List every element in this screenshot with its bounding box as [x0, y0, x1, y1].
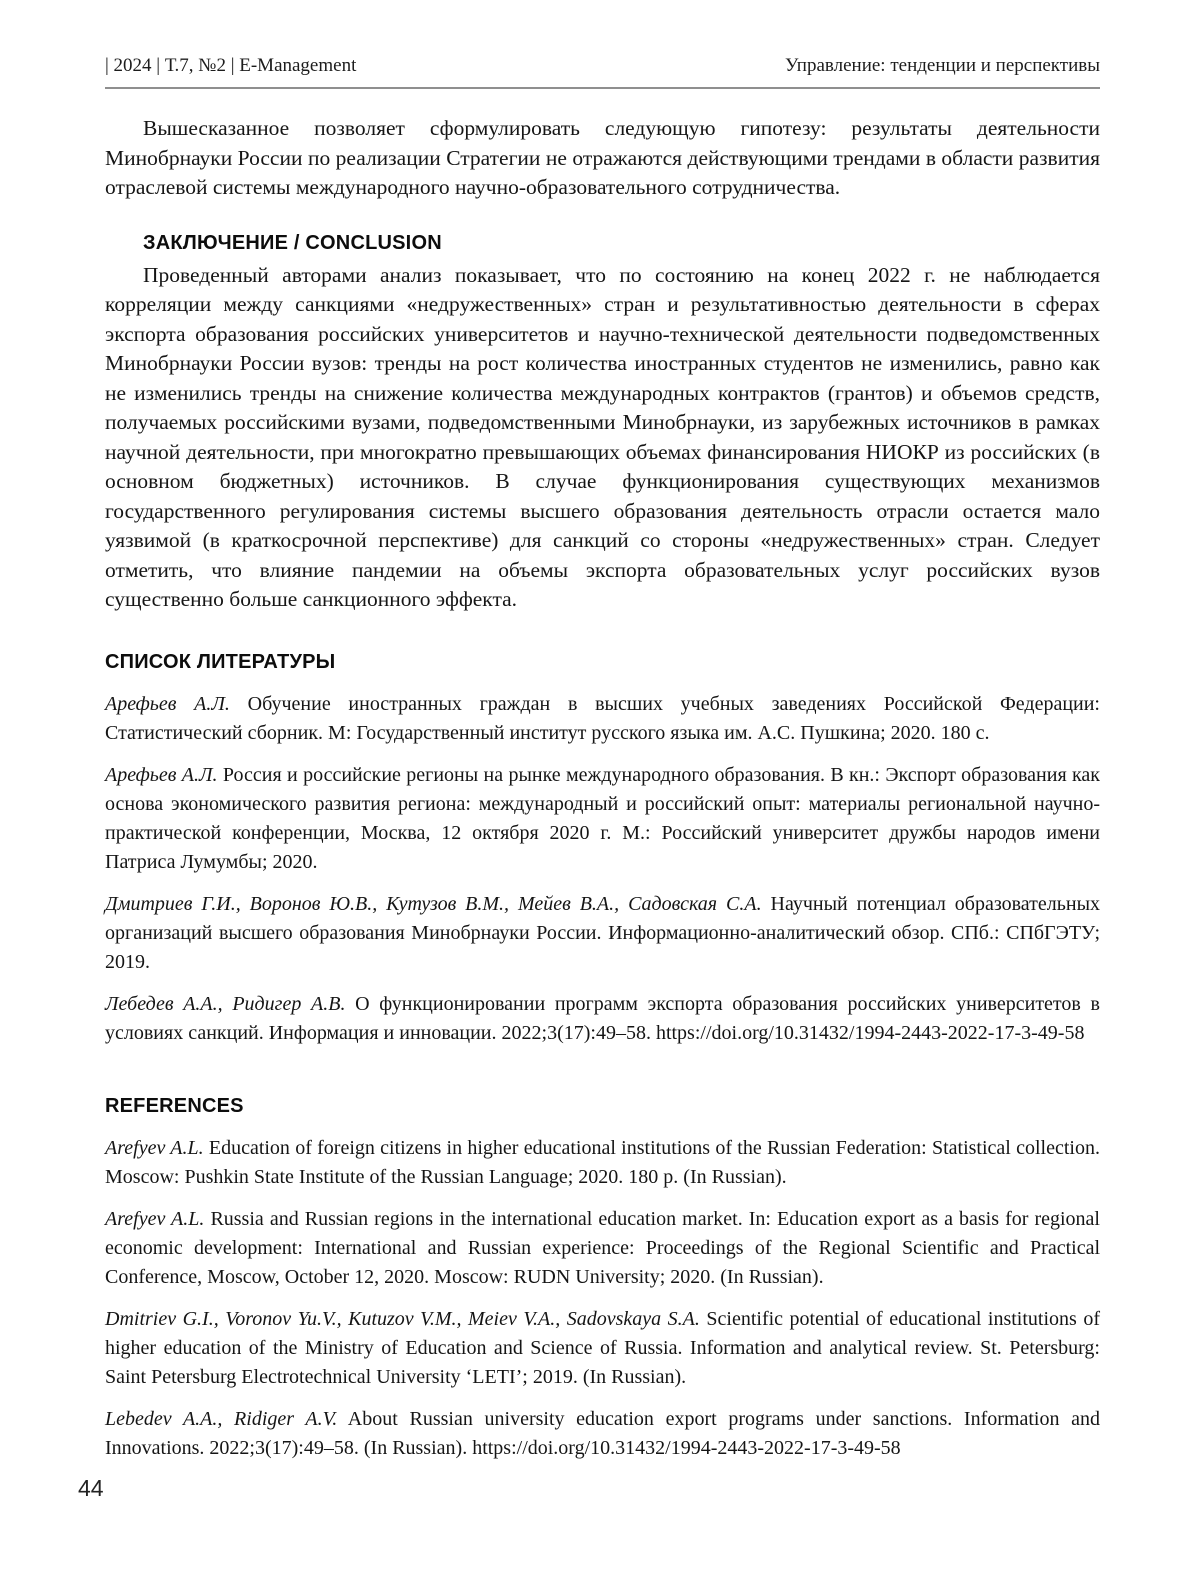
reference-item: Арефьев А.Л. Россия и российские регионы на рынке международного образования. В кн.: Экспорт образования как основа экономического развития региона: международный и российский опыт: материалы региональной научно-практической конференции, Москва, 12 октября 2020 г. М.: Российский университет дружбы народов имени Патриса Лумумбы; 2020.: [105, 763, 1100, 873]
reference-item: Arefyev A.L. Russia and Russian regions in the international education market. In: Education export as a basis for regional economic development: International and Russian experience: Proceedings of the Regional Scientific and Practical Conference, Moscow, October 12, 2020. Moscow: RUDN University; 2020. (In Russian).: [105, 1207, 1100, 1288]
reference-item: Арефьев А.Л. Обучение иностранных граждан в высших учебных заведениях Российской Федерации: Статистический сборник. М: Государственный институт русского языка им. А.С. Пушкина; 2020. 180 с.: [105, 692, 1100, 744]
reference-authors: Арефьев А.Л.: [105, 692, 230, 715]
reference-authors: Lebedev A.A., Ridiger A.V.: [105, 1407, 338, 1430]
reference-item: Лебедев А.А., Ридигер А.В. О функционировании программ экспорта образования российских университетов в условиях санкций. Информация и инновации. 2022;3(17):49–58. https://doi.org/10.31432/1994-2443-2022-17-3-49-58: [105, 992, 1100, 1044]
reference-authors: Arefyev A.L.: [105, 1207, 205, 1230]
reference-authors: Dmitriev G.I., Voronov Yu.V., Kutuzov V.M., Meiev V.A., Sadovskaya S.A.: [105, 1307, 700, 1330]
page-number: 44: [78, 1475, 104, 1501]
reference-item: Arefyev A.L. Education of foreign citizens in higher educational institutions of the Russian Federation: Statistical collection. Moscow: Pushkin State Institute of the Russian Language; 2020. 180 p. (In Russian).: [105, 1136, 1100, 1188]
bibliography-heading: СПИСОК ЛИТЕРАТУРЫ: [105, 650, 336, 673]
conclusion-paragraph: Проведенный авторами анализ показывает, что по состоянию на конец 2022 г. не наблюдается корреляции между санкциями «недружественных» стран и результативностью деятельности в сферах экспорта образования российских университетов и научно-технической деятельности подведомственных Минобрнауки России вузов: тренды на рост количества иностранных студентов не изменились, равно как не изменились тренды на снижение количества международных контрактов (грантов) и объемов средств, получаемых российскими вузами, подведомственными Минобрнауки, из зарубежных источников в рамках научной деятельности, при многократно превышающих объемах финансирования НИОКР из российских (в основном бюджетных) источников. В случае функционирования существующих механизмов государственного регулирования системы высшего образования деятельность отрасли остается мало уязвимой (в краткосрочной перспективе) для санкций со стороны «недружественных» стран. Следует отметить, что влияние пандемии на объемы экспорта образовательных услуг российских вузов существенно больше санкционного эффекта.: [105, 262, 1100, 611]
reference-item: Дмитриев Г.И., Воронов Ю.В., Кутузов В.М., Мейев В.А., Садовская С.А. Научный потенциал образовательных организаций высшего образования Минобрнауки России. Информационно-аналитический обзор. СПб.: СПбГЭТУ; 2019.: [105, 892, 1100, 973]
conclusion-heading: ЗАКЛЮЧЕНИЕ / CONCLUSION: [143, 231, 442, 254]
reference-item: Lebedev A.A., Ridiger A.V. About Russian university education export programs under sanctions. Information and Innovations. 2022;3(17):49–58. (In Russian). https://doi.org/10.31432/1994-2443-2022-17-3-49-58: [105, 1407, 1101, 1459]
conclusion-section: [105, 231, 1100, 615]
bibliography-list: [105, 690, 1100, 1048]
reference-authors: Arefyev A.L.: [105, 1136, 204, 1159]
intro-paragraph: Вышесказанное позволяет сформулировать следующую гипотезу: результаты деятельности Минобрнауки России по реализации Стратегии не отражаются действующими трендами в области развития отраслевой системы международного научно-образовательного сотрудничества.: [105, 116, 1100, 199]
reference-authors: Дмитриев Г.И., Воронов Ю.В., Кутузов В.М., Мейев В.А., Садовская С.А.: [105, 892, 762, 915]
bibliography-section: [105, 650, 1100, 1048]
references-heading: REFERENCES: [105, 1094, 244, 1117]
reference-item: Dmitriev G.I., Voronov Yu.V., Kutuzov V.M., Meiev V.A., Sadovskaya S.A. Scientific potential of educational institutions of higher education of the Ministry of Education and Science of Russia. Information and analytical review. St. Petersburg: Saint Petersburg Electrotechnical University ‘LETI’; 2019. (In Russian).: [105, 1307, 1100, 1388]
reference-authors: Арефьев А.Л.: [105, 763, 218, 786]
running-head: [105, 55, 1100, 77]
references-list: [105, 1134, 1100, 1463]
reference-authors: Лебедев А.А., Ридигер А.В.: [105, 992, 346, 1015]
running-head-right: Управление: тенденции и перспективы: [785, 55, 1100, 76]
references-section: [105, 1094, 1100, 1463]
running-head-left: | 2024 | Т.7, №2 | E-Management: [105, 55, 357, 76]
header-divider: [105, 87, 1100, 89]
